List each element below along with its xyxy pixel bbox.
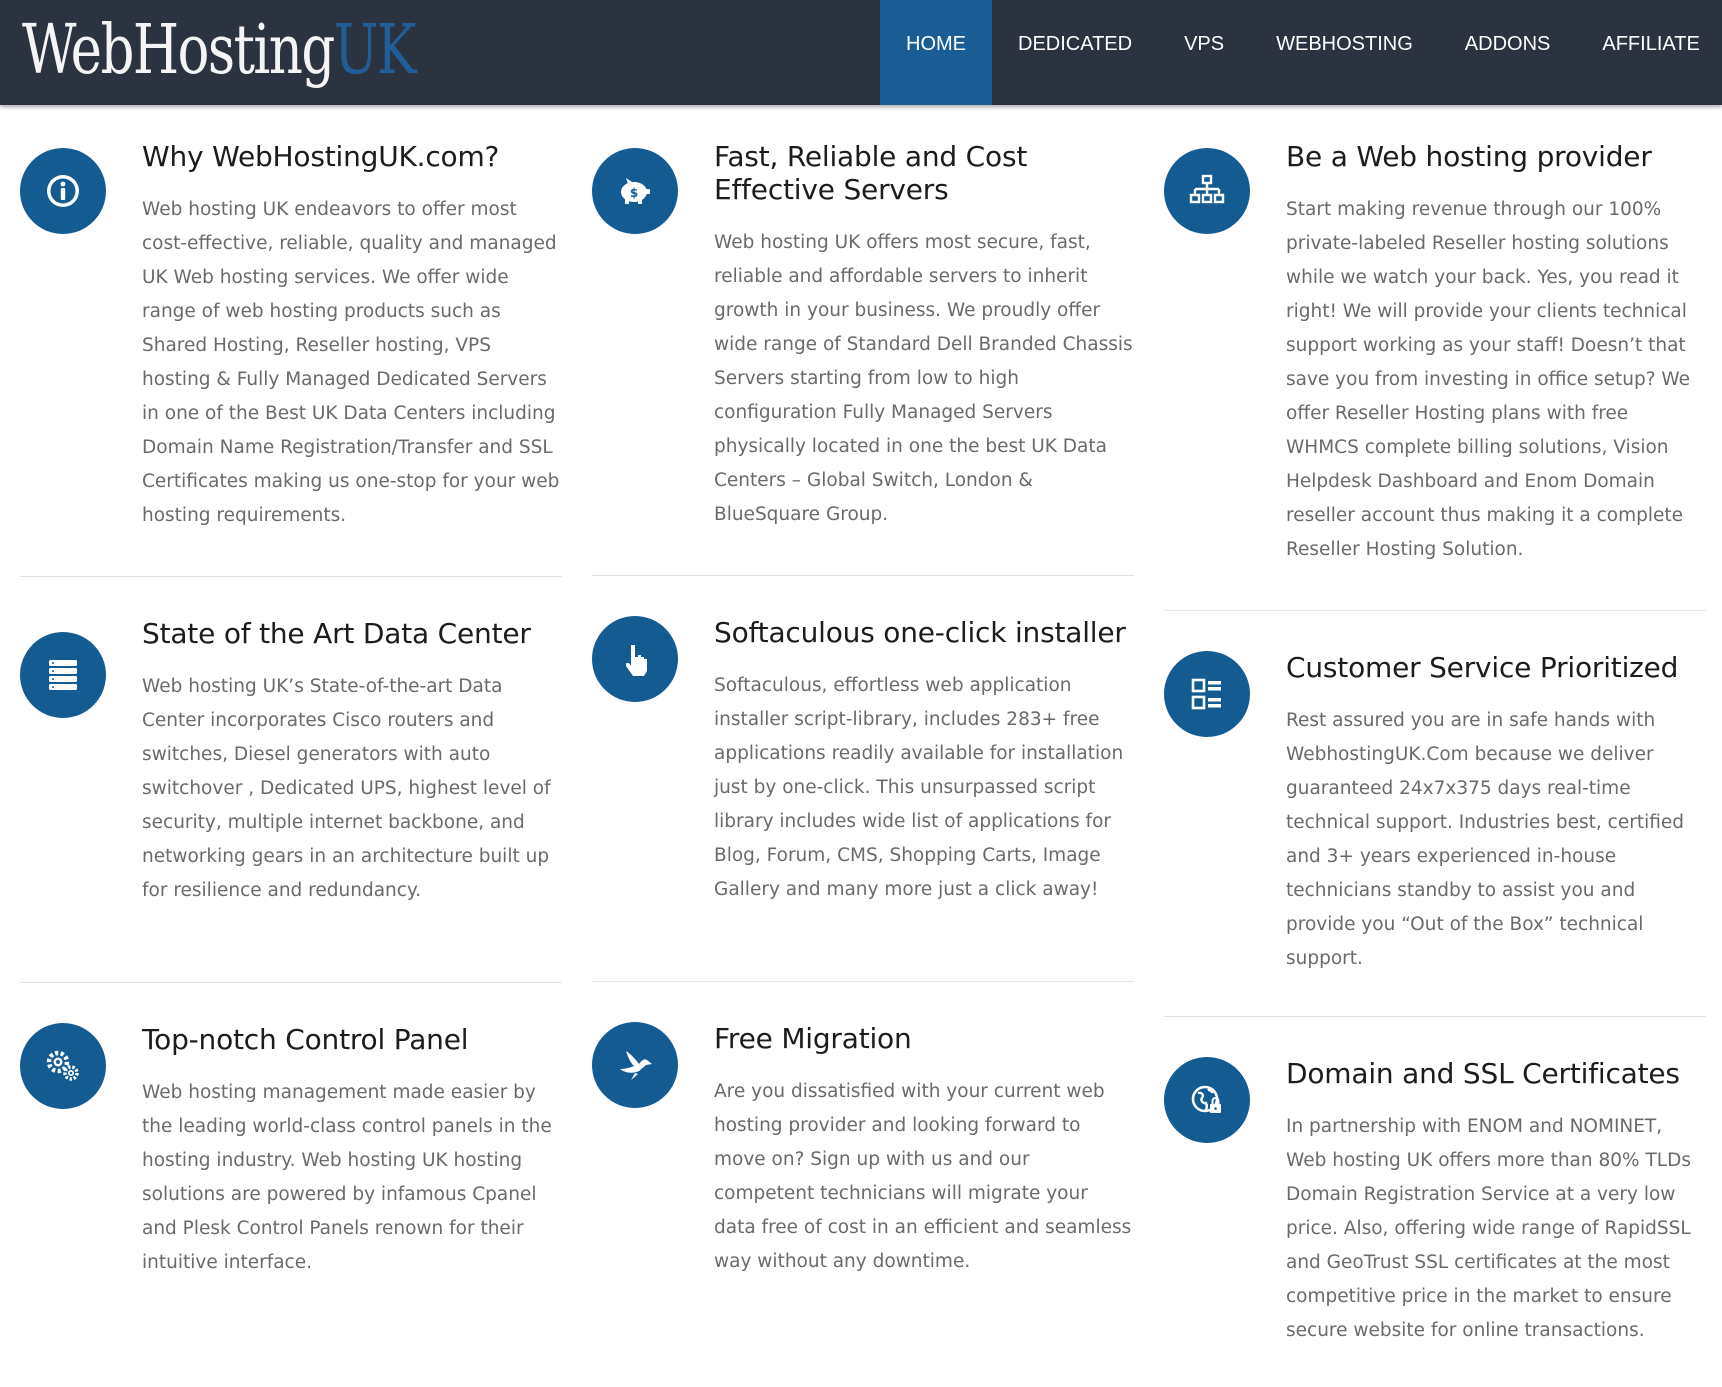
feature-description: Rest assured you are in safe hands with WebhostingUK.Com because we deliver guaranteed 24x7x375 days real-time technical support. Industries best, certified and 3+ years experienced in-house technicians standby to assist you and provide you “Out of the Box” technical support. [1286,710,1685,969]
feature-title: Fast, Reliable and Cost Effective Servers [714,140,1028,206]
nav-addons[interactable]: ADDONS [1464,33,1551,55]
nav-dedicated[interactable]: DEDICATED [1018,33,1133,55]
list-icon [1164,651,1250,737]
feature-title: State of the Art Data Center [142,617,531,650]
feature-reseller-hosting [1164,140,1706,610]
feature-title: Be a Web hosting provider [1286,140,1652,173]
feature-softaculous [592,575,1134,981]
features-column-2 [592,140,1134,1352]
nav-home[interactable]: HOME [880,0,992,105]
info-icon [20,148,106,234]
nav-vps[interactable]: VPS [1184,33,1225,55]
feature-title: Customer Service Prioritized [1286,651,1679,684]
sitemap-icon [1164,148,1250,234]
feature-description: Web hosting management made easier by the leading world-class control panels in the hosting industry. Web hosting UK hosting solutions are powered by infamous Cpanel and Plesk Control Panels renown for their intuitive interface. [142,1082,552,1273]
main-menu [880,0,1722,105]
feature-title: Domain and SSL Certificates [1286,1057,1680,1090]
logo-text-webhosting: WebHosting [22,11,334,90]
feature-why-webhostinguk [20,140,562,576]
feature-title: Why WebHostingUK.com? [142,140,500,173]
feature-description: Web hosting UK endeavors to offer most cost-effective, reliable, quality and managed UK Web hosting services. We offer wide range of web hosting products such as Shared Hosting, Reseller hosting, VPS hosting & Fully Managed Dedicated Servers in one of the Best UK Data Centers including Domain Name Registration/Transfer and SSL Certificates making us one-stop for your web hosting requirements. [142,199,560,526]
piggy-bank-icon [592,148,678,234]
server-rack-icon [20,632,106,718]
feature-description: Are you dissatisfied with your current web hosting provider and looking forward to move on? Sign up with us and our competent technicians will migrate your data free of cost in an efficient and seamless way without any downtime. [714,1081,1132,1272]
feature-free-migration [592,981,1134,1352]
feature-description: Softaculous, effortless web application installer script-library, includes 283+ free applications readily available for installation just by one-click. This unsurpassed script library includes wide list of applications for Blog, Forum, CMS, Shopping Carts, Image Gallery and many more just a click away! [714,675,1124,900]
nav-affiliate[interactable]: AFFILIATE [1602,33,1700,55]
feature-description: Start making revenue through our 100% private-labeled Reseller hosting solutions while we watch your back. Yes, you read it right! We will provide your clients technical support working as your staff! Doesn’t that save you from investing in office setup? We offer Reseller Hosting plans with free WHMCS complete billing solutions, Vision Helpdesk Dashboard and Enom Domain reseller account thus making it a complete Reseller Hosting Solution. [1286,199,1690,560]
features-column-3 [1164,140,1706,1387]
feature-description: In partnership with ENOM and NOMINET, Web hosting UK offers more than 80% TLDs Domain Registration Service at a very low price. Also, offering wide range of RapidSSL and GeoTrust SSL certificates at the most competitive price in the market to ensure secure website for online transactions. [1286,1116,1691,1341]
feature-customer-service [1164,610,1706,1016]
feature-title: Softaculous one-click installer [714,616,1126,649]
site-logo[interactable] [22,6,415,96]
logo-text-uk: UK [333,11,415,90]
feature-control-panel [20,982,562,1353]
feature-data-center [20,576,562,982]
feature-description: Web hosting UK offers most secure, fast, reliable and affordable servers to inherit growth in your business. We proudly offer wide range of Standard Dell Branded Chassis Servers starting from low to high configuration Fully Managed Servers physically located in one the best UK Data Centers – Global Switch, London & BlueSquare Group. [714,232,1133,525]
gears-icon [20,1023,106,1109]
feature-description: Web hosting UK’s State-of-the-art Data Center incorporates Cisco routers and switches, Diesel generators with auto switchover , Dedicated UPS, highest level of security, multiple internet backbone, and networking gears in an architecture built up for resilience and redundancy. [142,676,551,901]
feature-title: Top-notch Control Panel [142,1023,469,1056]
feature-domain-ssl [1164,1016,1706,1387]
feature-fast-reliable-servers [592,140,1134,575]
features-column-1 [20,140,562,1353]
svg-text:$: $ [629,186,639,200]
top-navigation-bar [0,0,1722,105]
feature-title: Free Migration [714,1022,912,1055]
bird-icon [592,1022,678,1108]
globe-lock-icon [1164,1057,1250,1143]
pointer-hand-icon [592,616,678,702]
nav-webhosting[interactable]: WEBHOSTING [1276,33,1413,55]
